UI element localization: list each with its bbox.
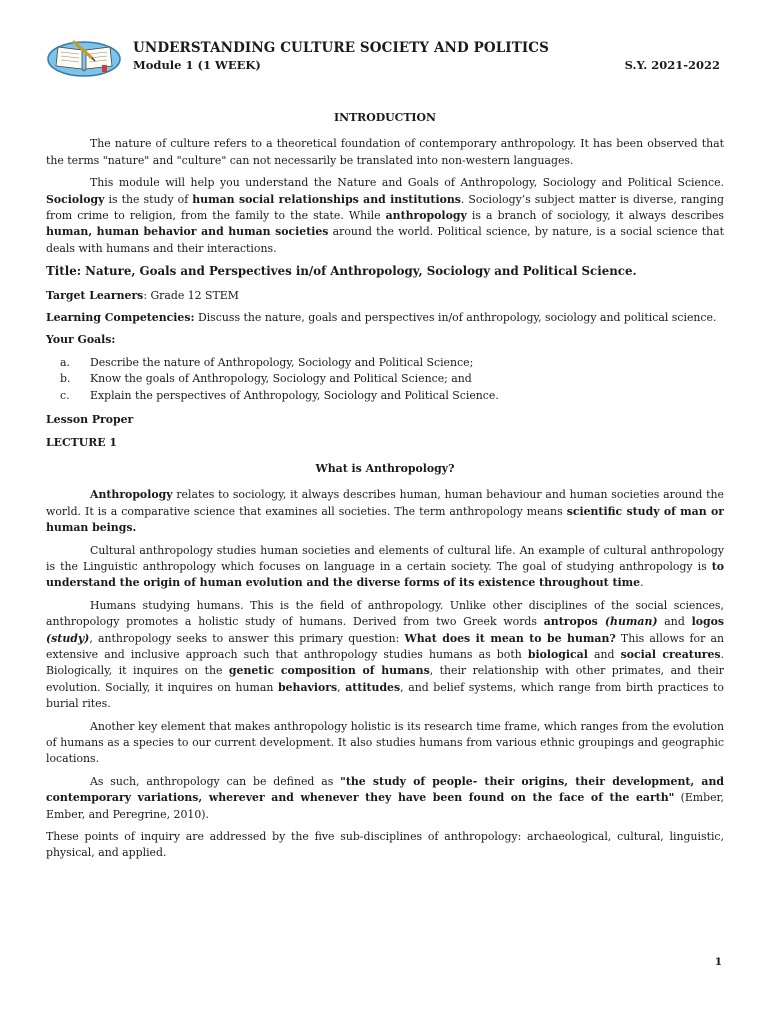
anthropology-paragraph-1: Anthropology relates to sociology, it always describes human, human behaviour and human societies around the world. It is a comparative science that examines all societies. The term anthropology means scientific study of man or human beings. [46, 488, 724, 535]
intro-paragraph-1: The nature of culture refers to a theoretical foundation of contemporary anthropology. It has been observed that the terms "nature" and "culture" can not necessarily be translated into non-western languages. [46, 137, 724, 167]
anthropology-paragraph-6: These points of inquiry are addressed by the five sub-disciplines of anthropology: archaeological, cultural, linguistic, physical, and applied. [46, 830, 724, 860]
goals-list [46, 355, 724, 404]
target-learners: Target Learners: Grade 12 STEM [46, 288, 239, 302]
list-item: a. Describe the nature of Anthropology, Sociology and Political Science; [60, 355, 474, 369]
list-item: c. Explain the perspectives of Anthropology, Sociology and Political Science. [60, 388, 499, 402]
anthropology-paragraph-2: Cultural anthropology studies human societies and elements of cultural life. An example of cultural anthropology is the Linguistic anthropology which focuses on language in a certain society. The goal of studying anthropology is to understand the origin of human evolution and the diverse forms of its existence throughout time. [46, 543, 724, 590]
lecture-heading: LECTURE 1 [46, 435, 117, 449]
list-item: b. Know the goals of Anthropology, Sociology and Political Science; and [60, 372, 472, 386]
anthropology-paragraph-3: Humans studying humans. This is the field of anthropology. Unlike other disciplines of the social sciences, anthropology promotes a holistic study of humans. Derived from two Greek words antropos (human) and logos (study), anthropology seeks to answer this primary question: What does it mean to be human? This allows for an extensive and inclusive approach such that anthropology studies humans as both biological and social creatures. Biologically, it inquires on the genetic composition of humans, their relationship with other primates, and their evolution. Socially, it inquires on human behaviors, attitudes, and belief systems, which range from birth practices to burial rites. [46, 598, 724, 711]
page-number: 1 [714, 956, 722, 968]
document-body [46, 110, 724, 868]
intro-paragraph-2: This module will help you understand the Nature and Goals of Anthropology, Sociology and Political Science. Sociology is the study of human social relationships and institutions. Sociology’s subject matter is diverse, ranging from crime to religion, from the family to the state. While anthropology is a branch of sociology, it always describes human, human behavior and human societies around the world. Political science, by nature, is a social science that deals with humans and their interactions. [46, 176, 725, 255]
school-year: S.Y. 2021-2022 [624, 58, 720, 72]
lesson-title: Title: Nature, Goals and Perspectives in/of Anthropology, Sociology and Political Science. [46, 264, 637, 279]
anthropology-paragraph-4: Another key element that makes anthropology holistic is its research time frame, which ranges from the evolution of humans as a species to our current development. It also studies humans from various ethnic groupings and geographic locations. [46, 719, 724, 766]
goals-heading: Your Goals: [46, 333, 116, 347]
learning-competencies: Learning Competencies: Discuss the nature, goals and perspectives in/of anthropology, sociology and political science. [46, 311, 717, 325]
what-is-anthropology-heading: What is Anthropology? [315, 461, 455, 475]
anthropology-paragraph-5: As such, anthropology can be defined as "the study of people- their origins, their development, and contemporary variations, wherever and whenever they have been found on the face of the earth" (Ember, Ember, and Peregrine, 2010). [46, 774, 724, 821]
open-book-icon [46, 38, 122, 78]
lesson-proper-heading: Lesson Proper [46, 413, 134, 427]
section-heading-introduction: INTRODUCTION [334, 111, 436, 124]
module-label: Module 1 (1 WEEK) [133, 58, 261, 72]
page-header [46, 34, 724, 86]
document-title: UNDERSTANDING CULTURE SOCIETY AND POLITICS [133, 40, 549, 56]
